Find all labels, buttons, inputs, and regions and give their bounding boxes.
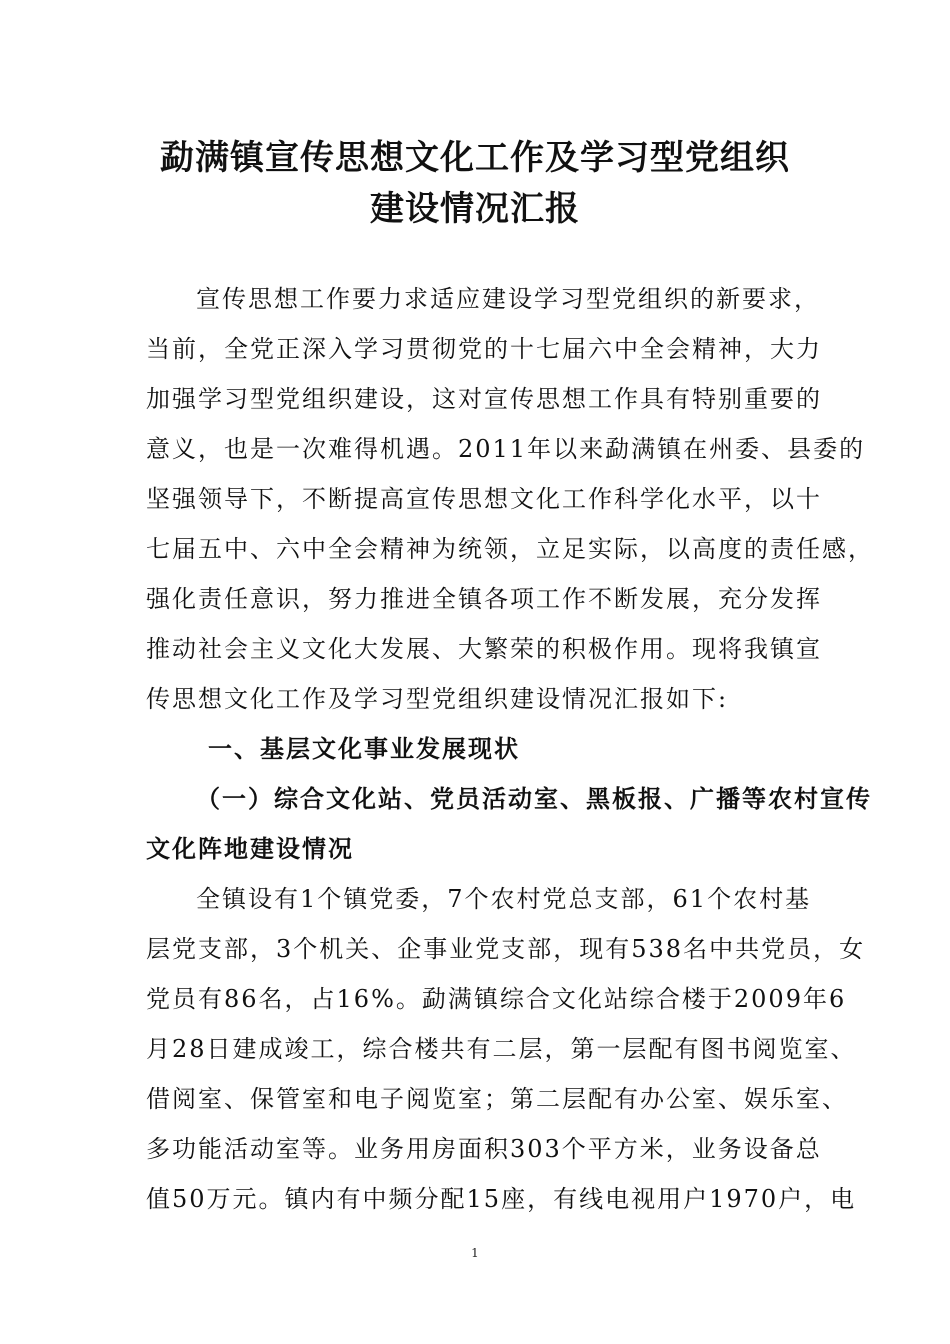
paragraph-1-line: 强化责任意识，努力推进全镇各项工作不断发展，充分发挥: [146, 585, 822, 613]
paragraph-1-line: 加强学习型党组织建设，这对宣传思想工作具有特别重要的: [146, 385, 822, 413]
subsection-heading-line: （一）综合文化站、党员活动室、黑板报、广播等农村宣传: [196, 784, 872, 813]
paragraph-1-line: 意义，也是一次难得机遇。2011年以来勐满镇在州委、县委的: [146, 435, 866, 463]
document-body: [146, 274, 874, 1224]
paragraph-2-line: 借阅室、保管室和电子阅览室；第二层配有办公室、娱乐室、: [146, 1085, 848, 1113]
paragraph-2-line: 值50万元。镇内有中频分配15座，有线电视用户1970户，电: [146, 1185, 857, 1213]
page-number: 1: [471, 1246, 479, 1260]
paragraph-2-line: 全镇设有1个镇党委，7个农村党总支部，61个农村基: [196, 885, 812, 913]
paragraph-1-line: 推动社会主义文化大发展、大繁荣的积极作用。现将我镇宣: [146, 635, 822, 663]
subsection-heading-line: 文化阵地建设情况: [146, 834, 354, 863]
paragraph-1-line: 传思想文化工作及学习型党组织建设情况汇报如下:: [146, 685, 729, 713]
section-heading-1: 一、基层文化事业发展现状: [208, 734, 520, 763]
document-title-line-2: 建设情况汇报: [370, 189, 580, 229]
document-title-line-1: 勐满镇宣传思想文化工作及学习型党组织: [160, 138, 790, 178]
paragraph-1-line: 坚强领导下，不断提高宣传思想文化工作科学化水平，以十: [146, 485, 822, 513]
paragraph-2-line: 党员有86名，占16%。勐满镇综合文化站综合楼于2009年6: [146, 985, 847, 1013]
paragraph-2-line: 层党支部，3个机关、企事业党支部，现有538名中共党员，女: [146, 935, 866, 963]
paragraph-1-line: 七届五中、六中全会精神为统领，立足实际，以高度的责任感，: [146, 535, 874, 563]
paragraph-1-line: 宣传思想工作要力求适应建设学习型党组织的新要求，: [196, 285, 820, 313]
paragraph-2-line: 月28日建成竣工，综合楼共有二层，第一层配有图书阅览室、: [146, 1035, 857, 1063]
paragraph-2-line: 多功能活动室等。业务用房面积303个平方米，业务设备总: [146, 1135, 822, 1163]
paragraph-1-line: 当前，全党正深入学习贯彻党的十七届六中全会精神，大力: [146, 335, 822, 363]
